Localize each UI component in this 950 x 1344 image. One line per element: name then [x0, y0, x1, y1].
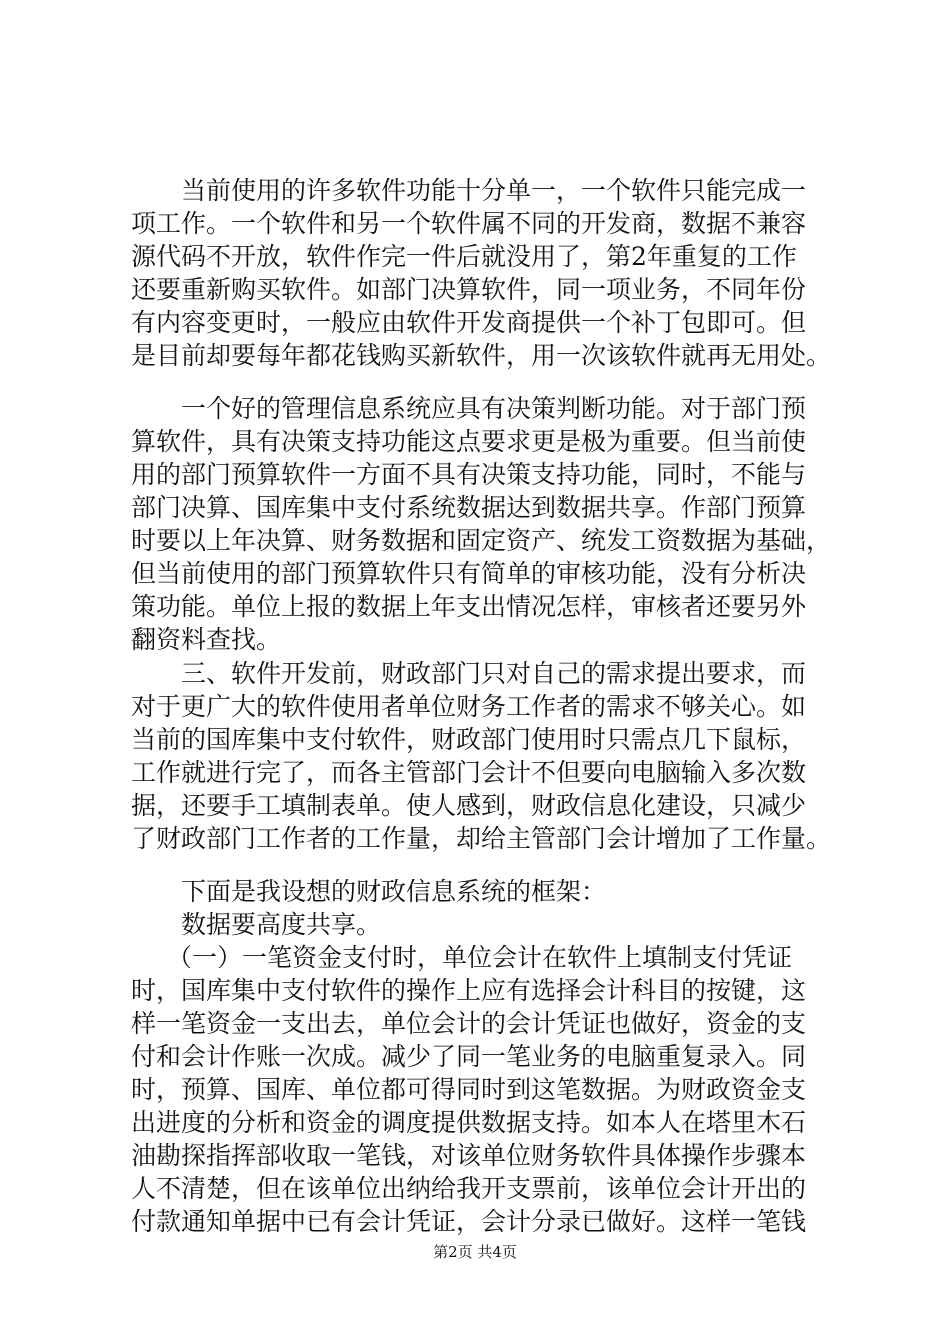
text-line: 样一笔资金一支出去，单位会计的会计凭证也做好，资金的支 [131, 1009, 807, 1038]
text-line: 三、软件开发前，财政部门只对自己的需求提出要求，而 [181, 659, 807, 688]
text-line: 时，国库集中支付软件的操作上应有选择会计科目的按键，这 [131, 976, 807, 1005]
text-line: 付款通知单据中已有会计凭证，会计分录已做好。这样一笔钱 [131, 1207, 807, 1236]
text-line: 出进度的分析和资金的调度提供数据支持。如本人在塔里木石 [131, 1108, 807, 1137]
text-line: 对于更广大的软件使用者单位财务工作者的需求不够关心。如 [131, 692, 807, 721]
text-line: （一）一笔资金支付时，单位会计在软件上填制支付凭证 [167, 943, 793, 972]
text-line: 了财政部门工作者的工作量，却给主管部门会计增加了工作量。 [131, 824, 832, 853]
text-line: 时，预算、国库、单位都可得同时到这笔数据。为财政资金支 [131, 1075, 807, 1104]
text-line: 当前的国库集中支付软件，财政部门使用时只需点几下鼠标， [131, 725, 807, 754]
text-line: 但当前使用的部门预算软件只有简单的审核功能，没有分析决 [131, 559, 807, 588]
text-line: 工作就进行完了，而各主管部门会计不但要向电脑输入多次数 [131, 758, 807, 787]
text-line: 时要以上年决算、财务数据和固定资产、统发工资数据为基础， [131, 526, 832, 555]
text-line: 翻资料查找。 [131, 625, 282, 654]
text-line: 有内容变更时，一般应由软件开发商提供一个补丁包即可。但 [131, 308, 807, 337]
text-line: 当前使用的许多软件功能十分单一，一个软件只能完成一 [181, 176, 807, 205]
text-line: 下面是我设想的财政信息系统的框架： [181, 877, 607, 906]
text-line: 用的部门预算软件一方面不具有决策支持功能，同时，不能与 [131, 460, 807, 489]
text-line: 数据要高度共享。 [181, 910, 382, 939]
page-number-footer: 第2页 共4页 [433, 1243, 517, 1261]
text-line: 还要重新购买软件。如部门决算软件，同一项业务，不同年份 [131, 275, 807, 304]
text-line: 油勘探指挥部收取一笔钱，对该单位财务软件具体操作步骤本 [131, 1141, 807, 1170]
text-line: 源代码不开放，软件作完一件后就没用了，第2年重复的工作 [131, 242, 797, 271]
text-line: 人不清楚，但在该单位出纳给我开支票前，该单位会计开出的 [131, 1174, 807, 1203]
text-line: 项工作。一个软件和另一个软件属不同的开发商，数据不兼容 [131, 209, 807, 238]
text-line: 是目前却要每年都花钱购买新软件，用一次该软件就再无用处。 [131, 341, 832, 370]
text-line: 付和会计作账一次成。减少了同一笔业务的电脑重复录入。同 [131, 1042, 807, 1071]
text-line: 算软件，具有决策支持功能这点要求更是极为重要。但当前使 [131, 427, 807, 456]
text-line: 一个好的管理信息系统应具有决策判断功能。对于部门预 [181, 394, 807, 423]
text-line: 策功能。单位上报的数据上年支出情况怎样，审核者还要另外 [131, 592, 807, 621]
text-line: 部门决算、国库集中支付系统数据达到数据共享。作部门预算 [131, 493, 807, 522]
text-line: 据，还要手工填制表单。使人感到，财政信息化建设，只减少 [131, 791, 807, 820]
